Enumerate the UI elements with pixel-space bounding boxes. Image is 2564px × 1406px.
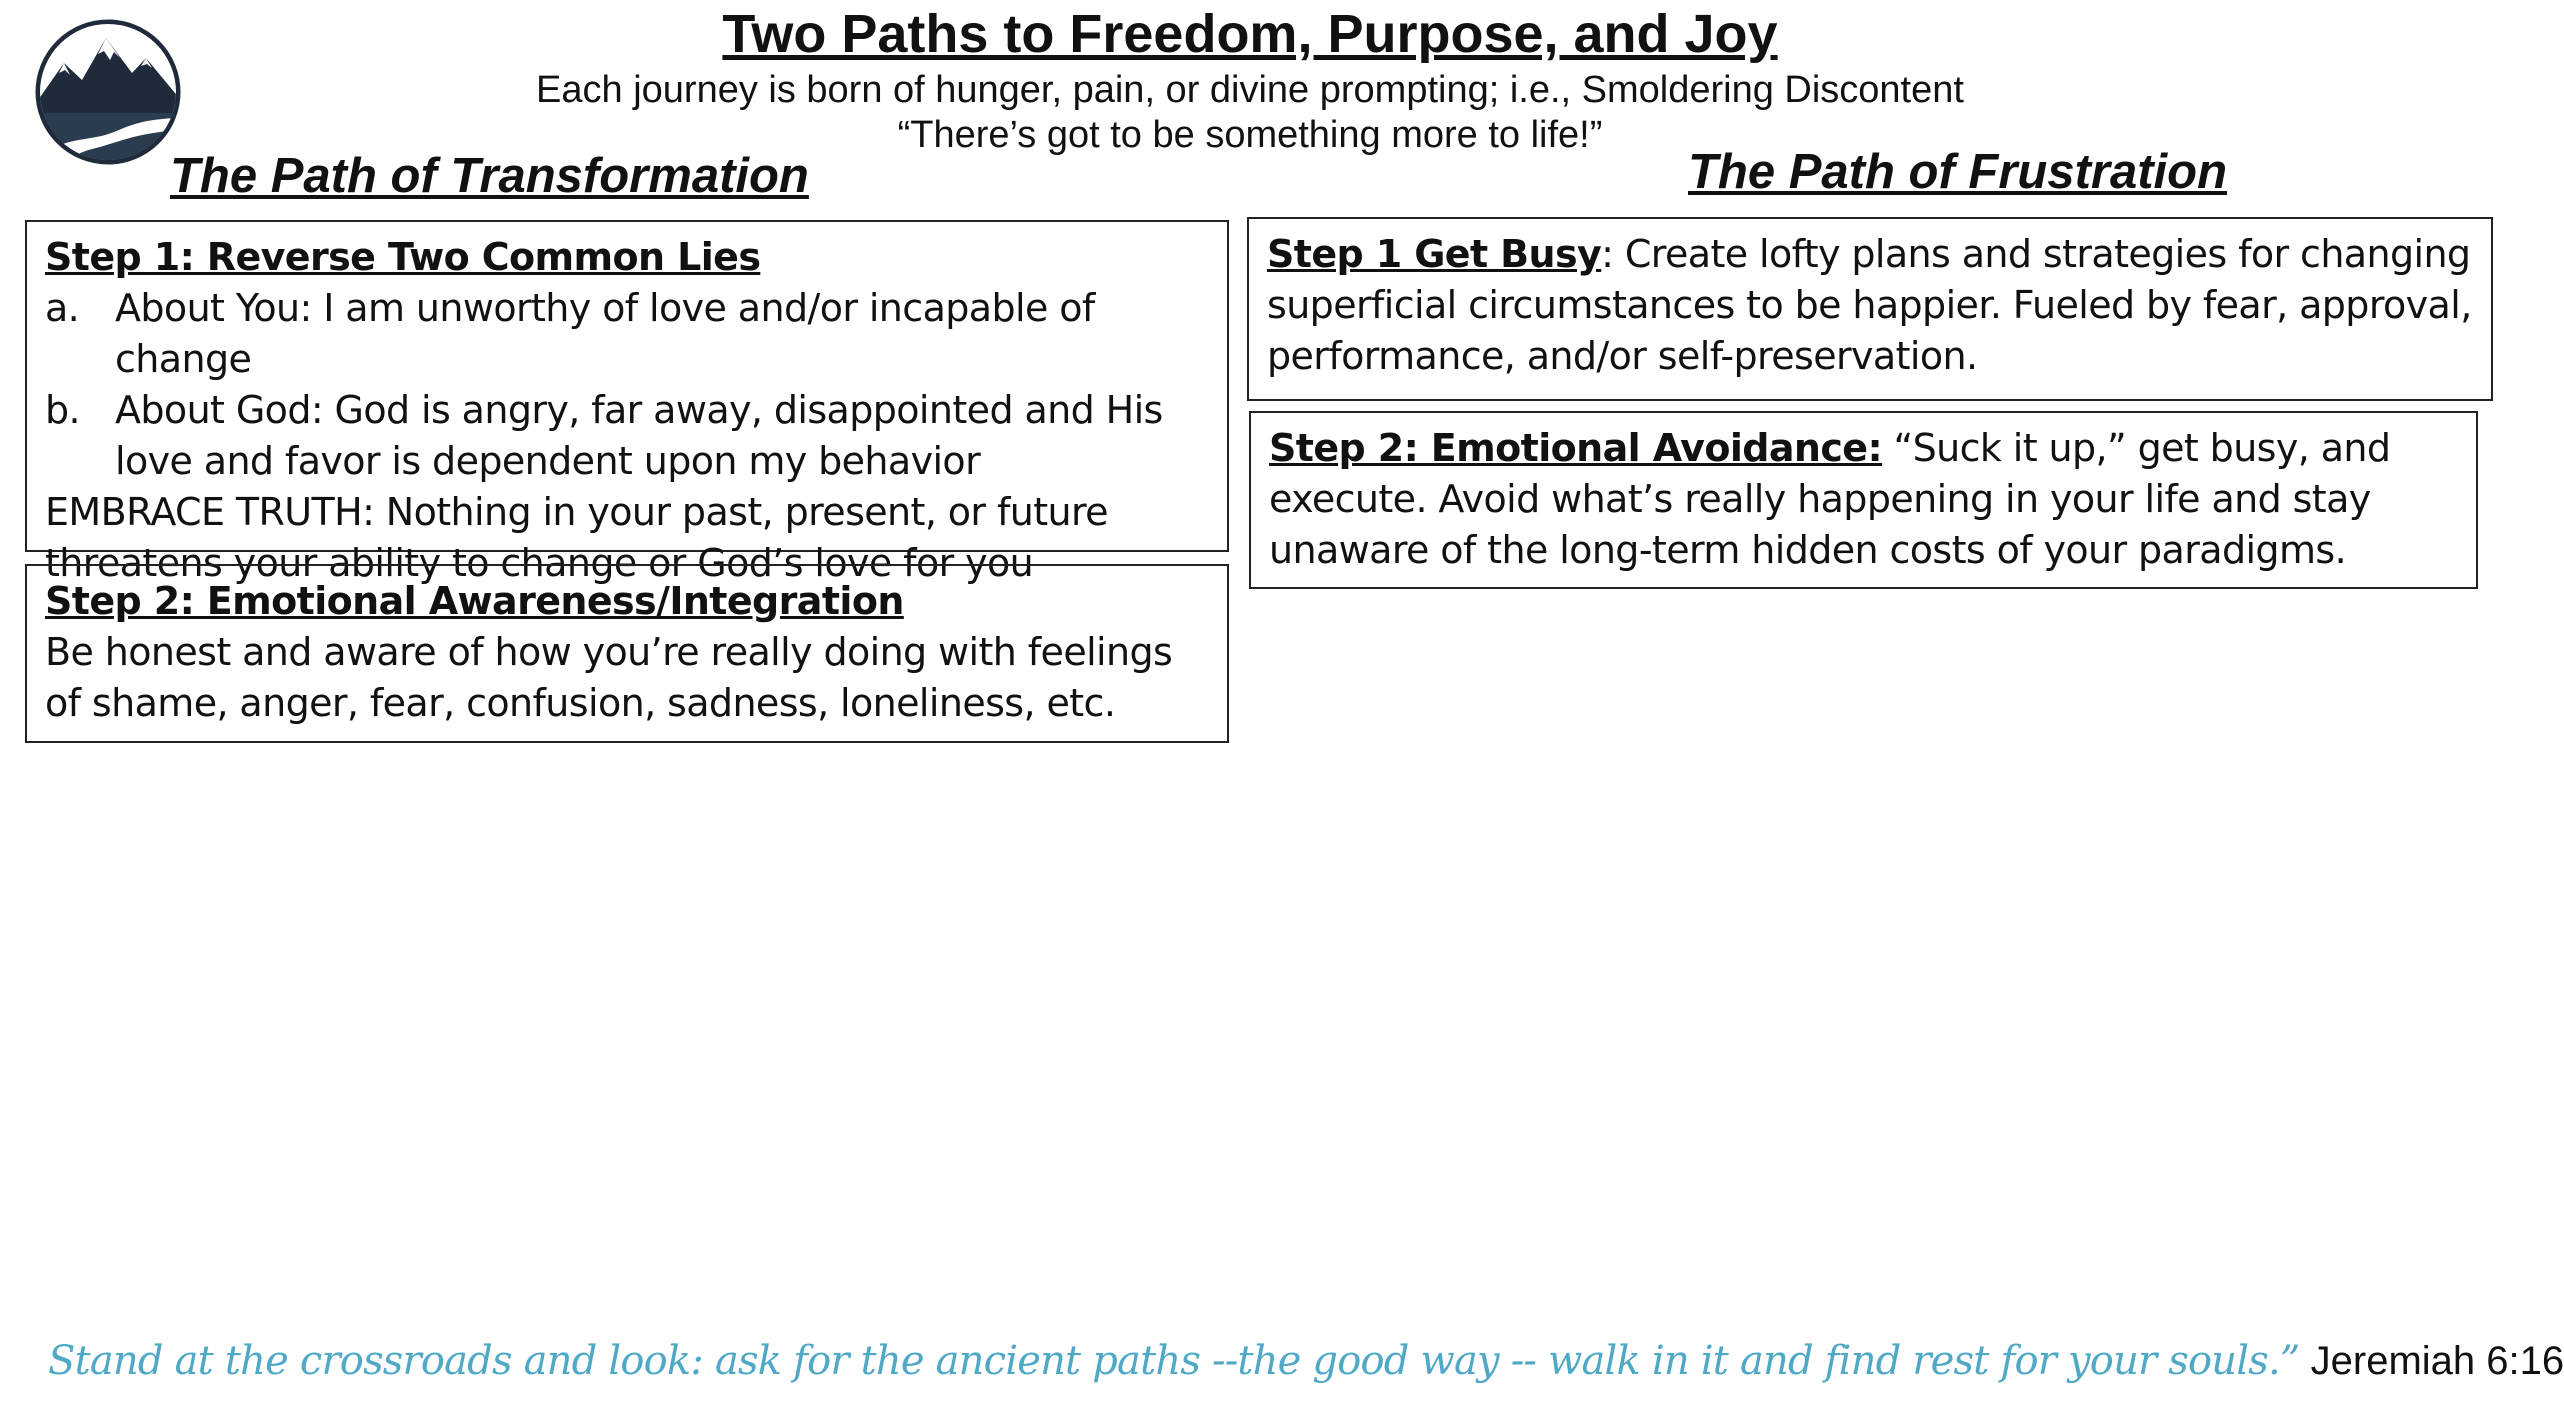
- transformation-step2-title: Step 2: Emotional Awareness/Integration: [45, 579, 904, 623]
- embrace-truth-text: EMBRACE TRUTH: Nothing in your past, present, or future threatens your ability to change or God’s love for you: [45, 490, 1108, 585]
- transformation-step2-body: Be honest and aware of how you’re really doing with feelings of shame, anger, fear, confusion, sadness, loneliness, etc.: [45, 630, 1173, 725]
- transformation-step1-box: [25, 220, 1229, 585]
- page-subtitle: Each journey is born of hunger, pain, or divine prompting; i.e., Smoldering Discontent: [536, 69, 1964, 111]
- transformation-step2-box: [25, 564, 1229, 743]
- list-item-text: About You: I am unworthy of love and/or incapable of change: [115, 286, 1095, 381]
- scripture-reference: Jeremiah 6:16: [2299, 1339, 2564, 1383]
- list-item: [45, 385, 1209, 487]
- frustration-step1-box: [1247, 217, 2493, 401]
- page-quote: “There’s got to be something more to life!”: [897, 114, 1603, 156]
- frustration-step2-box: [1249, 411, 2478, 589]
- page-title: Two Paths to Freedom, Purpose, and Joy: [722, 4, 1778, 64]
- transformation-step1-title: Step 1: Reverse Two Common Lies: [45, 235, 761, 279]
- list-item-text: About God: God is angry, far away, disappointed and His love and favor is dependent upon my behavior: [115, 388, 1163, 483]
- scripture-quote: [48, 1334, 2564, 1388]
- scripture-text: Stand at the crossroads and look: ask for the ancient paths --the good way -- walk in it and find rest for your souls.”: [48, 1338, 2300, 1384]
- frustration-step1-title: Step 1 Get Busy: [1267, 232, 1602, 276]
- list-marker: a.: [45, 286, 80, 330]
- list-marker: b.: [45, 388, 81, 432]
- frustration-step2-body: “Suck it up,” get busy, and execute. Avoid what’s really happening in your life and stay unaware of the long-term hidden costs of your paradigms.: [1269, 426, 2391, 572]
- list-item: [45, 283, 1209, 385]
- frustration-step2-title: Step 2: Emotional Avoidance:: [1269, 426, 1883, 470]
- frustration-heading: The Path of Frustration: [1688, 145, 2227, 199]
- transformation-heading: The Path of Transformation: [170, 149, 809, 203]
- frustration-step1-body: : Create lofty plans and strategies for changing superficial circumstances to be happier. Fueled by fear, approval, performance, and/or self-preservation.: [1267, 232, 2472, 378]
